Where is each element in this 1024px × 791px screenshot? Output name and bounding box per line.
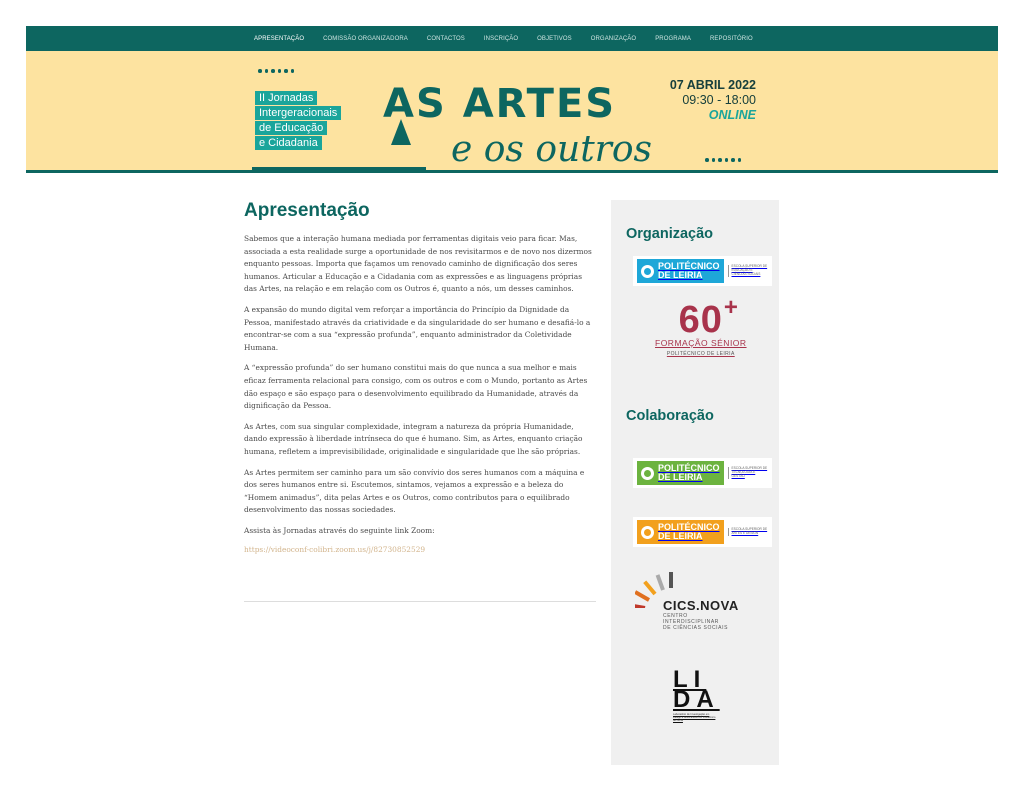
event-banner — [26, 51, 998, 173]
logo-text: FORMAÇÃO SÉNIOR — [655, 338, 747, 348]
jornadas-label — [255, 91, 341, 151]
colaboracao-heading: Colaboração — [626, 408, 714, 424]
paragraph: A expansão do mundo digital vem reforçar a importância do Princípio da Dignidade da Pessoa, manifestado através da criatividade e da singularidade do ser humano e desafiá-lo a encontrar-se com a sua “expressão profunda”, enquanto administrador da Coletividade Humana. — [244, 304, 591, 352]
nav-comissao-organizadora[interactable]: COMISSÃO ORGANIZADORA — [323, 35, 408, 42]
page-frame — [26, 26, 998, 173]
jornadas-line: II Jornadas — [255, 91, 317, 105]
nav-contactos[interactable]: CONTACTOS — [426, 35, 465, 42]
paragraph: Assista às Jornadas através do seguinte link Zoom: — [244, 525, 435, 535]
logo-subtext: ESCOLA SUPERIOR DE TECNOLOGIA E GESTÃO — [728, 467, 768, 478]
logo-subtext: ESCOLA SUPERIOR DE EDUCAÇÃO E CIÊNCIAS SOCIAIS — [728, 265, 768, 276]
event-date-block — [670, 78, 756, 123]
sidebar — [611, 200, 779, 765]
jornadas-line: Intergeracionais — [255, 106, 341, 120]
logo-text: + — [723, 294, 739, 321]
divider — [244, 601, 596, 602]
logo-politecnico-esad[interactable] — [633, 517, 772, 547]
nav-programa[interactable]: PROGRAMA — [655, 35, 691, 42]
logo-subtext: Laboratório de Investigação em Design e Artes ESAD.CR Politécnico de Leiria — [673, 713, 716, 723]
logo-text: POLITÉCNICO — [658, 522, 720, 532]
politecnico-icon — [641, 526, 654, 539]
logo-politecnico-esecs[interactable] — [633, 256, 772, 286]
logo-subtext: ESCOLA SUPERIOR DE ARTES E DESIGN — [728, 528, 768, 536]
logo-text: POLITÉCNICO — [658, 463, 720, 473]
logo-text: POLITÉCNICO — [658, 261, 720, 271]
logo-subtext: DE CIÊNCIAS SOCIAIS — [663, 625, 729, 631]
logo-subtext: POLITÉCNICO DE LEIRIA — [666, 351, 735, 357]
paragraph: As Artes permitem ser caminho para um são convívio dos seres humanos com a máquina e dos seres humanos entre si. Escutemos, sintamos, vejamos a expressão e a beleza do “Homem animadus”, dita pelas Artes e os Outros, como contributos para o equilibrado desenvolvimento das nossas sociedades. — [244, 467, 585, 515]
paragraph: Sabemos que a interação humana mediada por ferramentas digitais veio para ficar. Mas, associada a esta realidade surge a oportunidade de nos revisitarmos e de novo nos dizermos enquanto pessoas. Importa que façamos um renovado caminho de dignificação dos seres humanos. Articular a Educação e a Cidadania com as expressões e as linguagens próprias das Artes, na relação e em relação com os Outros é, quanto a nós, um desses caminhos. — [244, 234, 592, 294]
logo-text: CICS.NOVA — [663, 598, 739, 613]
active-tab-underbar — [252, 167, 426, 173]
logo-text: DE LEIRIA — [658, 270, 703, 280]
logo-lida[interactable] — [673, 666, 720, 723]
politecnico-icon — [641, 467, 654, 480]
politecnico-icon — [641, 265, 654, 278]
event-mode: ONLINE — [708, 108, 756, 122]
nav-objetivos[interactable]: OBJETIVOS — [537, 35, 572, 42]
logo-text: LI — [673, 666, 707, 693]
main-content — [244, 200, 596, 554]
logo-politecnico-estg[interactable] — [633, 458, 772, 488]
nav-organizacao[interactable]: ORGANIZAÇÃO — [590, 35, 637, 42]
logo-text: DE LEIRIA — [658, 472, 703, 482]
logo-60-formacao-senior[interactable] — [655, 294, 747, 357]
nav-apresentacao[interactable]: APRESENTAÇÃO — [254, 35, 305, 42]
nav-repositorio[interactable]: REPOSITÓRIO — [710, 35, 753, 42]
event-date: 07 ABRIL 2022 — [669, 78, 756, 92]
zoom-link[interactable]: https://videoconf-colibri.zoom.us/j/82730852529 — [244, 545, 426, 555]
logo-text: DE LEIRIA — [658, 531, 703, 541]
nav-inscricao[interactable]: INSCRIÇÃO — [483, 35, 519, 42]
logo-text: 60 — [678, 299, 723, 341]
logo-subtext: CENTRO INTERDISCIPLINAR — [663, 613, 719, 625]
title-line2: e os outros — [451, 129, 653, 170]
paragraph: As Artes, com sua singular complexidade, integram a natureza da própria Humanidade, dando expressão à liberdade intrínseca do que é humano. Sim, as Artes, enquanto criação humana, refletem a imprevisibilidade, originalidade e singularidade que lhe são próprias. — [244, 421, 583, 456]
logo-cics-nova[interactable] — [635, 572, 739, 631]
top-nav — [26, 26, 998, 51]
event-time: 09:30 - 18:00 — [682, 93, 756, 107]
page-title: Apresentação — [244, 200, 370, 221]
decorative-dots — [258, 69, 294, 73]
logo-text: DA — [673, 686, 720, 713]
event-title-logo — [381, 71, 681, 171]
organizacao-heading: Organização — [626, 226, 714, 242]
decorative-dots — [705, 158, 741, 162]
jornadas-line: e Cidadania — [255, 136, 322, 150]
title-line1: AS ARTES — [383, 81, 617, 127]
jornadas-line: de Educação — [255, 121, 327, 135]
paragraph: A “expressão profunda” do ser humano constitui mais do que nunca a sua melhor e mais eficaz ferramenta relacional para consigo, com os outros e com o Mundo, portanto as Artes dão espaço e são espaço para o desenvolvimento equilibrado da Humanidade, através da dignificação da Pessoa. — [244, 363, 588, 411]
